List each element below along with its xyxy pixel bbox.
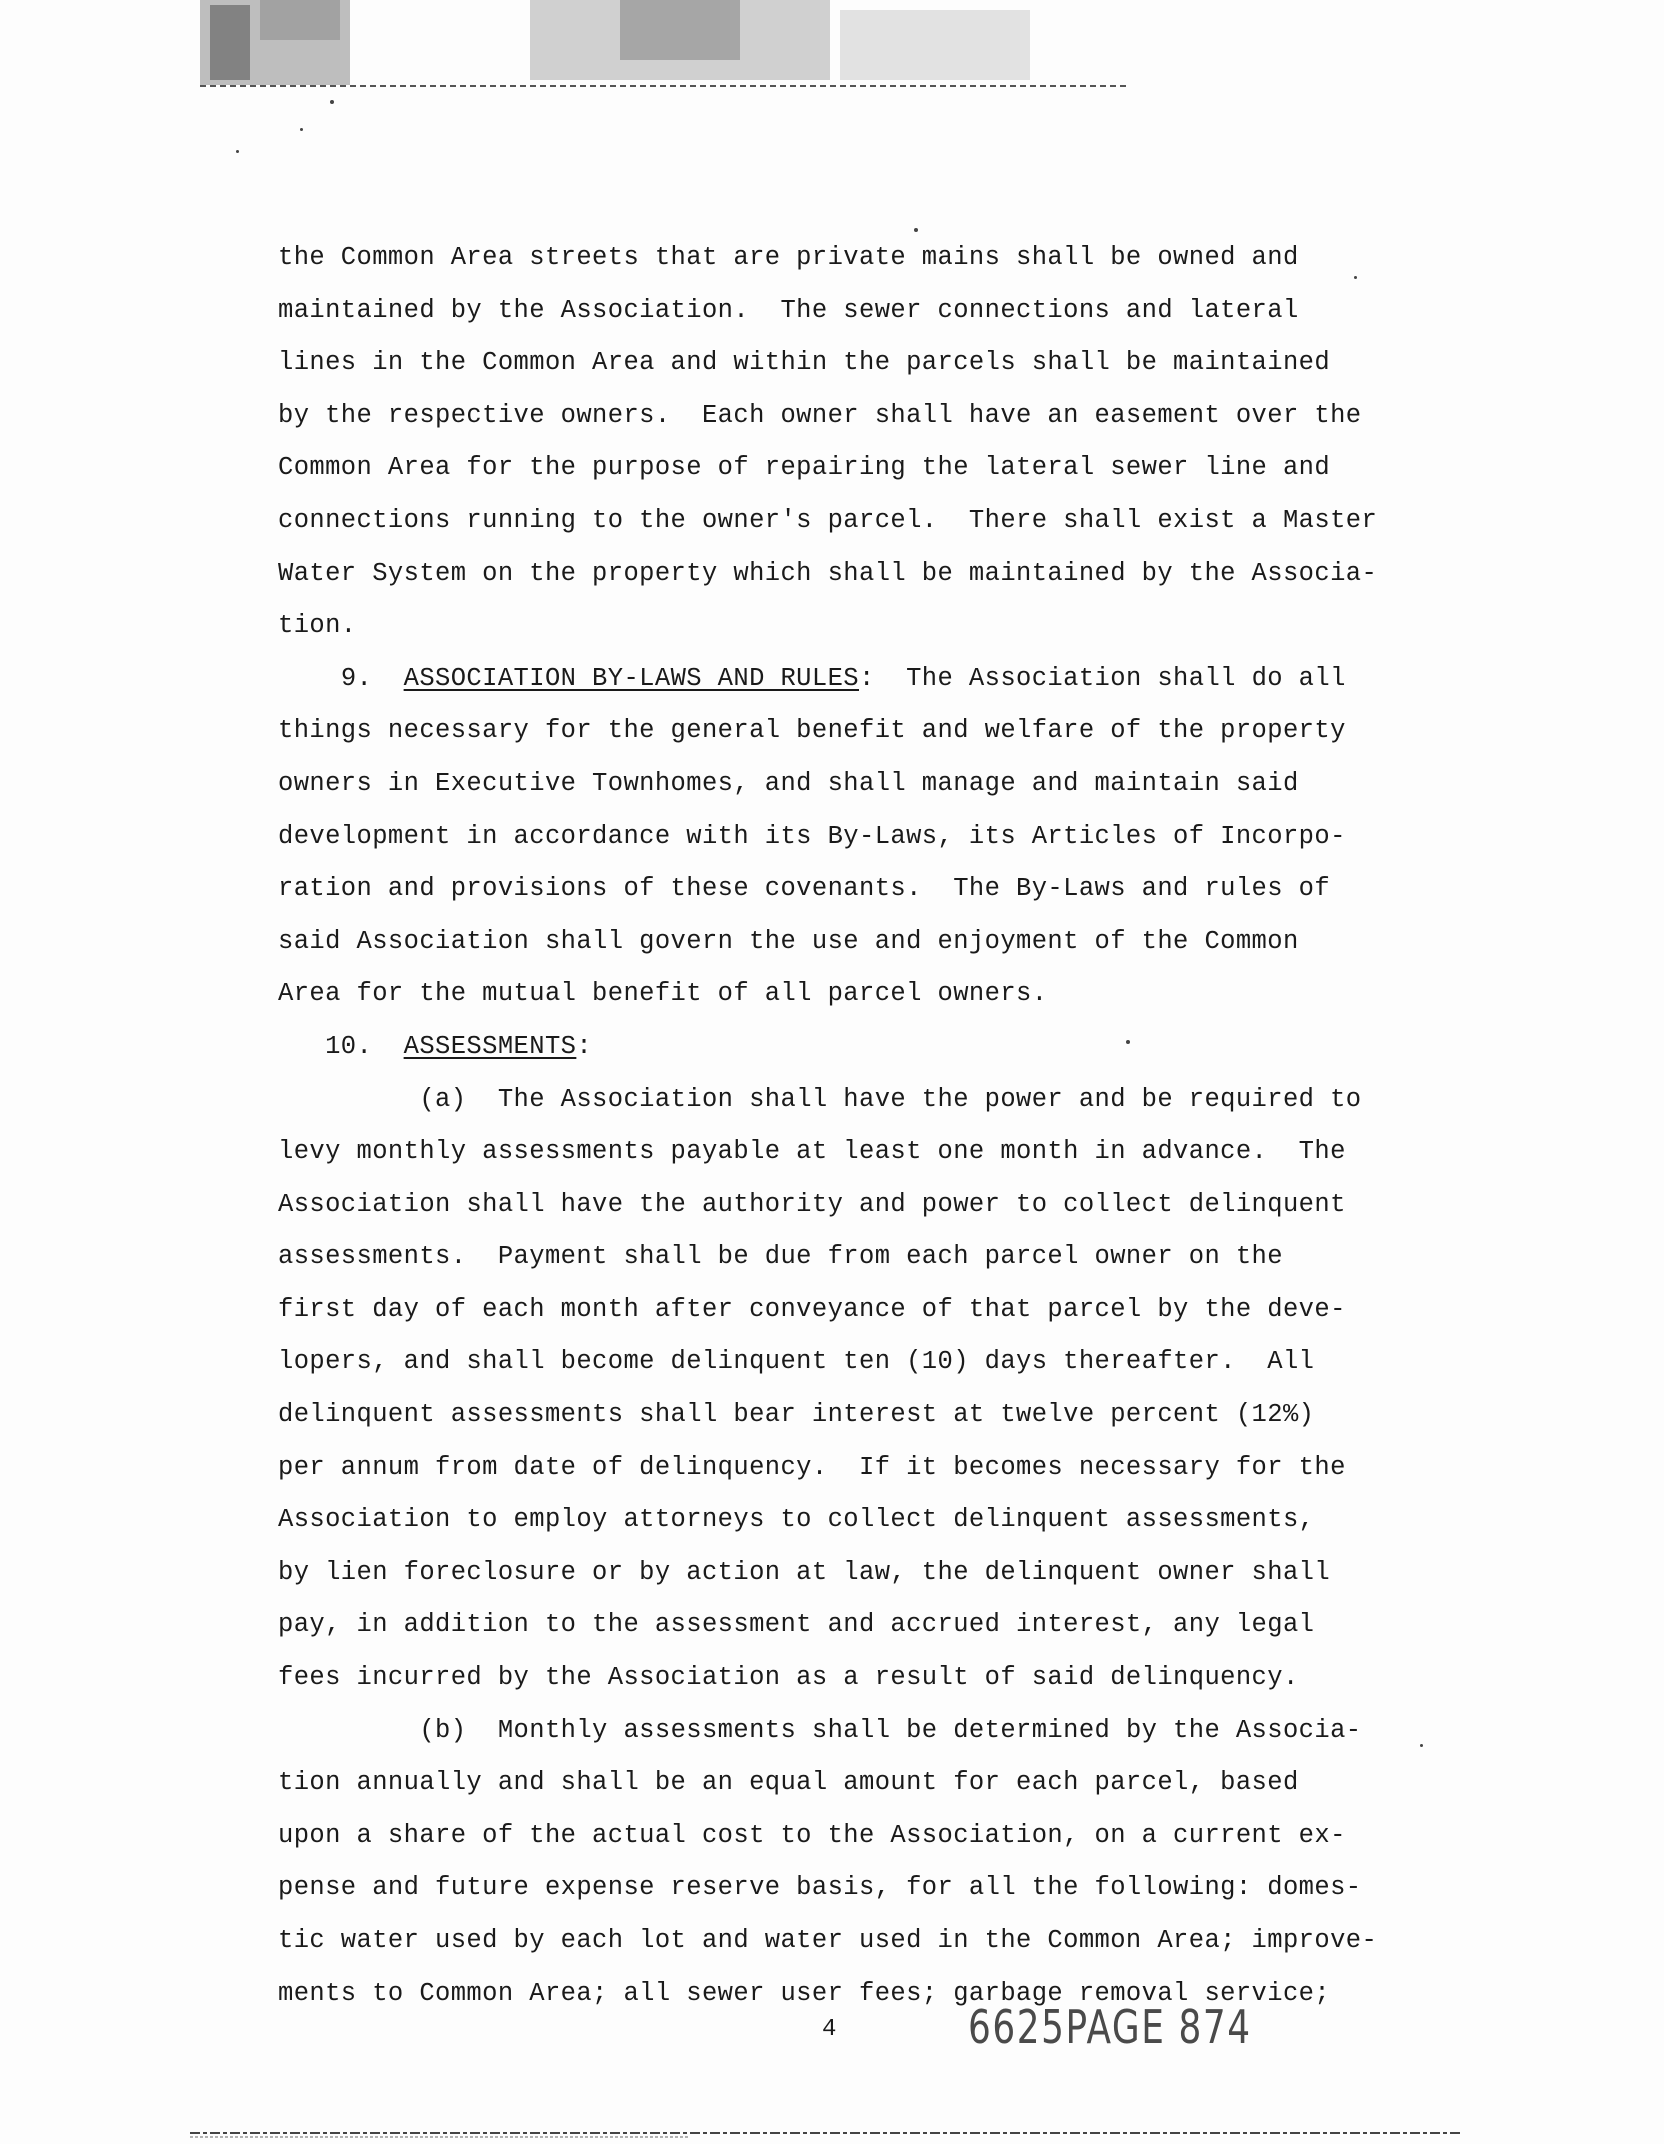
body-line: Area for the mutual benefit of all parcel owners. [278, 979, 1048, 1009]
paragraph-a-text: (a) The Association shall have the power and be required to [419, 1084, 1362, 1114]
scan-speck [300, 128, 303, 131]
body-line: tic water used by each lot and water used in the Common Area; improve- [278, 1926, 1378, 1955]
recording-stamp: 6625PAGE 874 [968, 2000, 1252, 2054]
section-heading-colon: : [576, 1031, 593, 1061]
body-line: things necessary for the general benefit and welfare of the property [278, 716, 1346, 746]
body-line: owners in Executive Townhomes, and shall manage and maintain said [278, 768, 1299, 798]
section-text: The Association shall do all [906, 663, 1346, 693]
paragraph-a-first-line [278, 1074, 1398, 1127]
body-line: by lien foreclosure or by action at law, the delinquent owner shall [278, 1557, 1331, 1587]
section-heading: ASSESSMENTS [403, 1031, 577, 1061]
body-line: upon a share of the actual cost to the Association, on a current ex- [278, 1820, 1346, 1850]
body-line: lines in the Common Area and within the parcels shall be maintained [278, 348, 1331, 378]
body-line: pense and future expense reserve basis, for all the following: domes- [278, 1873, 1362, 1903]
body-line: delinquent assessments shall bear interest at twelve percent (12%) [278, 1400, 1315, 1430]
body-line: first day of each month after conveyance of that parcel by the deve- [278, 1294, 1346, 1324]
body-line: per annum from date of delinquency. If it becomes necessary for the [278, 1452, 1346, 1482]
body-line: development in accordance with its By-Laws, its Articles of Incorpo- [278, 821, 1346, 851]
paragraph-b-text: (b) Monthly assessments shall be determined by the Associa- [419, 1715, 1362, 1745]
body-line: levy monthly assessments payable at least one month in advance. The [278, 1137, 1346, 1167]
body-line: fees incurred by the Association as a result of said delinquency. [278, 1663, 1299, 1693]
body-line: Water System on the property which shall be maintained by the Associa- [278, 558, 1378, 588]
body-line: Association shall have the authority and power to collect delinquent [278, 1189, 1346, 1219]
document-body [278, 232, 1398, 2020]
body-line: said Association shall govern the use and enjoyment of the Common [278, 926, 1299, 956]
scan-speck [330, 100, 334, 104]
section-heading: ASSOCIATION BY-LAWS AND RULES [403, 663, 859, 693]
body-line: by the respective owners. Each owner shall have an easement over the [278, 400, 1362, 430]
section-number: 9. [340, 663, 373, 693]
body-line: lopers, and shall become delinquent ten (10) days thereafter. All [278, 1347, 1315, 1377]
body-line: pay, in addition to the assessment and accrued interest, any legal [278, 1610, 1315, 1640]
body-line: Common Area for the purpose of repairing the lateral sewer line and [278, 453, 1331, 483]
body-line: connections running to the owner's parcel. There shall exist a Master [278, 505, 1378, 535]
body-line: maintained by the Association. The sewer connections and lateral [278, 295, 1299, 325]
body-line: the Common Area streets that are private mains shall be owned and [278, 243, 1299, 272]
body-line: Association to employ attorneys to collect delinquent assessments, [278, 1505, 1315, 1535]
scan-speck [1420, 1744, 1423, 1747]
body-line: tion annually and shall be an equal amount for each parcel, based [278, 1768, 1299, 1798]
body-line: ration and provisions of these covenants. The By-Laws and rules of [278, 874, 1331, 904]
scan-noise-top [200, 0, 1130, 90]
scan-speck [236, 150, 239, 153]
paragraph-b-first-line [278, 1705, 1398, 1758]
body-line: ments to Common Area; all sewer user fees; garbage removal service; [278, 1978, 1331, 2008]
page-number: 4 [822, 2016, 837, 2043]
section-heading-colon: : [859, 663, 875, 693]
scan-noise-bottom [190, 2128, 1460, 2140]
section-number: 10. [325, 1031, 373, 1061]
section-10-heading-line [278, 1021, 1398, 1074]
body-line: tion. [278, 611, 357, 641]
body-line: assessments. Payment shall be due from each parcel owner on the [278, 1242, 1283, 1272]
section-9-heading-line [278, 653, 1398, 706]
